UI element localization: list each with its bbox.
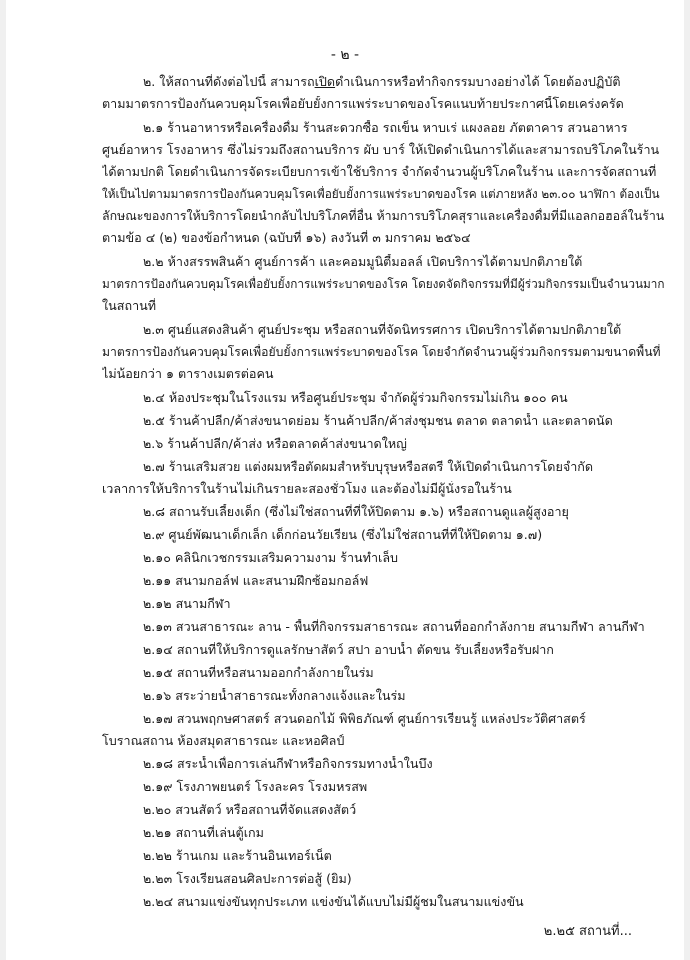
list-item: ๒.๒๑ สถานที่เล่นตู้เกม (143, 825, 264, 840)
list-item: ๒.๑๙ โรงภาพยนตร์ โรงละคร โรงมหรสพ (143, 779, 368, 794)
paragraph-line: ให้เป็นไปตามมาตรการป้องกันควบคุมโรคเพื่อยับยั้งการแพร่ระบาดของโรค แต่ภายหลัง ๒๓.๐๐ นาฬิกา ต้องเป็น (102, 187, 660, 201)
page-number: - ๒ - (330, 47, 360, 63)
list-item: ๒.๑๓ สวนสาธารณะ ลาน - พื้นที่กิจกรรมสาธารณะ สถานที่ออกกำลังกาย สนามกีฬา ลานกีฬา (143, 619, 645, 634)
paragraph-line: ได้ตามปกติ โดยดำเนินการจัดระเบียบการเข้าใช้บริการ จำกัดจำนวนผู้บริโภคในร้าน และการจัดสถานที่ (102, 164, 657, 179)
list-item: ๒.๒๔ สนามแข่งขันทุกประเภท แข่งขันได้แบบไม่มีผู้ชมในสนามแข่งขัน (143, 894, 524, 909)
list-item: ๒.๑๐ คลินิกเวชกรรมเสริมความงาม ร้านทำเล็บ (143, 550, 399, 565)
list-item: ๒.๑๘ สระน้ำเพื่อการเล่นกีฬาหรือกิจกรรมทางน้ำในบึง (143, 756, 433, 771)
paragraph-line: ในสถานที่ (102, 298, 157, 313)
paragraph-line: มาตรการป้องกันควบคุมโรคเพื่อยับยั้งการแพร่ระบาดของโรค โดยจำกัดจำนวนผู้ร่วมกิจกรรมตามขนาดพื้นที่ (102, 345, 661, 359)
underlined-word: เปิด (314, 74, 336, 89)
list-item: ๒.๑๕ สถานที่หรือสนามออกกำลังกายในร่ม (143, 665, 374, 680)
paragraph-line: ไม่น้อยกว่า ๑ ตารางเมตรต่อคน (102, 366, 274, 381)
list-item: ๒.๑๒ สนามกีฬา (143, 596, 231, 611)
list-item: เวลาการให้บริการในร้านไม่เกินรายละสองชั่วโมง และต้องไม่มีผู้นั่งรอในร้าน (102, 481, 512, 496)
paragraph-line: ๒.๓ ศูนย์แสดงสินค้า ศูนย์ประชุม หรือสถานที่จัดนิทรรศการ เปิดบริการได้ตามปกติภายใต้ (143, 322, 622, 337)
section-2-heading (143, 74, 621, 90)
continuation-footer: ๒.๒๕ สถานที่... (543, 924, 632, 939)
list-item: ๒.๒๓ โรงเรียนสอนศิลปะการต่อสู้ (ยิม) (143, 871, 352, 886)
list-item: ๒.๒๒ ร้านเกม และร้านอินเทอร์เน็ต (143, 848, 332, 863)
list-item: โบราณสถาน ห้องสมุดสาธารณะ และหอศิลป์ (102, 733, 345, 748)
paragraph-line: ศูนย์อาหาร โรงอาหาร ซึ่งไม่รวมถึงสถานบริการ ผับ บาร์ ให้เปิดดำเนินการได้และสามารถบริโภคในร้าน (102, 142, 660, 157)
list-item: ๒.๘ สถานรับเลี้ยงเด็ก (ซึ่งไม่ใช่สถานที่ที่ให้ปิดตาม ๑.๖) หรือสถานดูแลผู้สูงอายุ (143, 504, 569, 519)
list-item: ๒.๑๔ สถานที่ให้บริการดูแลรักษาสัตว์ สปา อาบน้ำ ตัดขน รับเลี้ยงหรือรับฝาก (143, 642, 554, 657)
list-item: ๒.๙ ศูนย์พัฒนาเด็กเล็ก เด็กก่อนวัยเรียน (ซึ่งไม่ใช่สถานที่ที่ให้ปิดตาม ๑.๗) (143, 527, 543, 542)
left-shadow (0, 0, 6, 960)
list-item: ๒.๑๖ สระว่ายน้ำสาธารณะทั้งกลางแจ้งและในร่ม (143, 688, 406, 703)
list-item: ๒.๒๐ สวนสัตว์ หรือสถานที่จัดแสดงสัตว์ (143, 802, 357, 817)
paragraph-line: ๒.๑ ร้านอาหารหรือเครื่องดื่ม ร้านสะดวกซื้อ รถเข็น หาบเร่ แผงลอย ภัตตาคาร สวนอาหาร (143, 120, 628, 135)
list-item: ๒.๔ ห้องประชุมในโรงแรม หรือศูนย์ประชุม จำกัดผู้ร่วมกิจกรรมไม่เกิน ๑๐๐ คน (143, 390, 568, 405)
list-item: ๒.๗ ร้านเสริมสวย แต่งผมหรือตัดผมสำหรับบุรุษหรือสตรี ให้เปิดดำเนินการโดยจำกัด (143, 459, 594, 474)
list-item: ๒.๖ ร้านค้าปลีก/ค้าส่ง หรือตลาดค้าส่งขนาดใหญ่ (143, 436, 407, 451)
right-shadow (684, 0, 690, 960)
list-item: ๒.๑๑ สนามกอล์ฟ และสนามฝึกซ้อมกอล์ฟ (143, 573, 369, 588)
section-2-heading-before: ๒. ให้สถานที่ดังต่อไปนี้ สามารถ (143, 74, 315, 89)
paragraph-line: มาตรการป้องกันควบคุมโรคเพื่อยับยั้งการแพร่ระบาดของโรค โดยงดจัดกิจกรรมที่มีผู้ร่วมกิจกรรมเป็นจำนวนมาก (102, 277, 665, 291)
list-item: ๒.๑๗ สวนพฤกษศาสตร์ สวนดอกไม้ พิพิธภัณฑ์ ศูนย์การเรียนรู้ แหล่งประวัติศาสตร์ (143, 711, 586, 726)
list-item: ๒.๕ ร้านค้าปลีก/ค้าส่งขนาดย่อม ร้านค้าปลีก/ค้าส่งชุมชน ตลาด ตลาดน้ำ และตลาดนัด (143, 413, 613, 428)
section-2-heading-after: ดำเนินการหรือทำกิจกรรมบางอย่างได้ โดยต้องปฏิบัติ (335, 74, 621, 89)
section-2-heading-line2: ตามมาตรการป้องกันควบคุมโรคเพื่อยับยั้งการแพร่ระบาดของโรคแนบท้ายประกาศนี้โดยเคร่งครัด (102, 96, 624, 111)
paragraph-line: ตามข้อ ๔ (๒) ของข้อกำหนด (ฉบับที่ ๑๖) ลงวันที่ ๓ มกราคม ๒๕๖๔ (102, 230, 471, 245)
paragraph-line: ๒.๒ ห้างสรรพสินค้า ศูนย์การค้า และคอมมูนิตี้มอลล์ เปิดบริการได้ตามปกติภายใต้ (143, 254, 583, 269)
paragraph-line: ลักษณะของการให้บริการโดยนำกลับไปบริโภคที่อื่น ห้ามการบริโภคสุราและเครื่องดื่มที่มีแอลกอฮอล์ในร้าน (102, 208, 665, 223)
